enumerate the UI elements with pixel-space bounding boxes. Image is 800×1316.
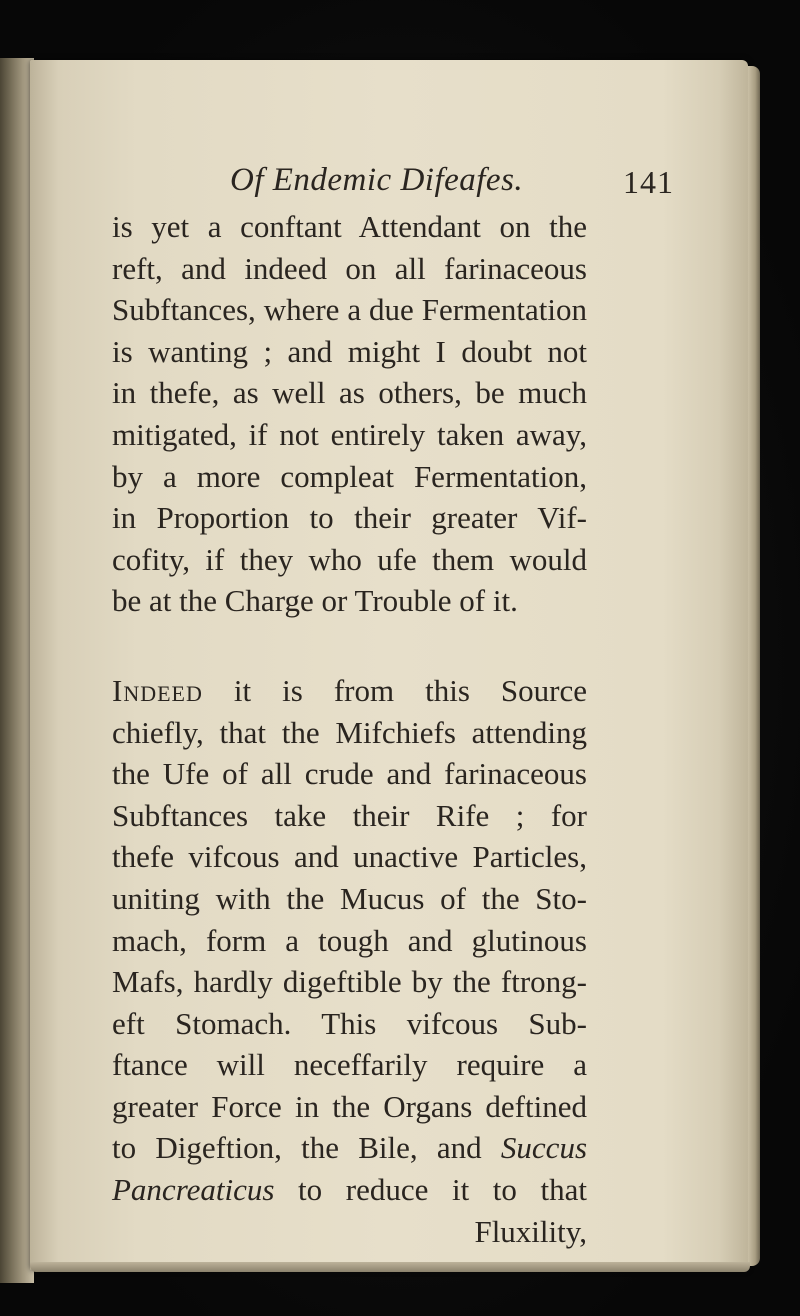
paragraph-2	[112, 670, 592, 1252]
page-fore-edge	[748, 66, 760, 1266]
text-line: by a more compleat Fermentation,	[112, 458, 587, 494]
line-text: to reduce it to that	[274, 1172, 587, 1208]
book-spine-edge	[0, 58, 34, 1283]
text-line-with-italic	[112, 1169, 587, 1211]
line-text: to Digeftion, the Bile, and	[112, 1130, 482, 1166]
text-line: is yet a conftant Attendant on the	[112, 209, 587, 244]
text-line: be at the Charge or Trouble of it.	[112, 583, 518, 619]
text-line: thefe vifcous and unactive Particles,	[112, 839, 587, 875]
lead-line-rest: it is from this Source	[202, 672, 587, 708]
text-line: cofity, if they who ufe them would	[112, 541, 587, 577]
text-line: Subftances, where a due Fermentation	[112, 292, 587, 328]
text-line: reft, and indeed on all farinaceous	[112, 250, 587, 286]
text-line: uniting with the Mucus of the Sto-	[112, 880, 587, 916]
text-line: mitigated, if not entirely taken away,	[112, 416, 587, 452]
running-title: Of Endemic Difeafes.	[230, 162, 524, 198]
page-text-block	[112, 158, 674, 1252]
text-line: chiefly, that the Mifchiefs attending	[112, 714, 587, 750]
text-line-with-italic	[112, 1127, 587, 1169]
lead-word: Indeed	[112, 672, 203, 708]
page-header	[112, 158, 674, 206]
catchword: Fluxility,	[474, 1213, 587, 1249]
text-line: in Proportion to their greater Vif-	[112, 500, 587, 536]
text-line: in thefe, as well as others, be much	[112, 375, 587, 411]
text-line: greater Force in the Organs deftined	[112, 1088, 587, 1124]
paragraph-1	[112, 206, 592, 622]
text-line: mach, form a tough and glutinous	[112, 922, 587, 958]
text-line: Mafs, hardly digeftible by the ftrong-	[112, 964, 587, 1000]
text-line: the Ufe of all crude and farinaceous	[112, 756, 587, 792]
italic-term: Pancreaticus	[112, 1172, 275, 1208]
text-line: is wanting ; and might I doubt not	[112, 333, 587, 369]
text-line: ftance will neceffarily require a	[112, 1047, 587, 1083]
text-line: eft Stomach. This vifcous Sub-	[112, 1005, 587, 1041]
text-line: Subftances take their Rife ; for	[112, 797, 587, 833]
text-line-first	[112, 670, 587, 712]
page-bottom-edge	[30, 1262, 750, 1272]
italic-term: Succus	[500, 1130, 588, 1166]
paragraph-gap	[112, 622, 592, 670]
page-number: 141	[623, 164, 674, 200]
